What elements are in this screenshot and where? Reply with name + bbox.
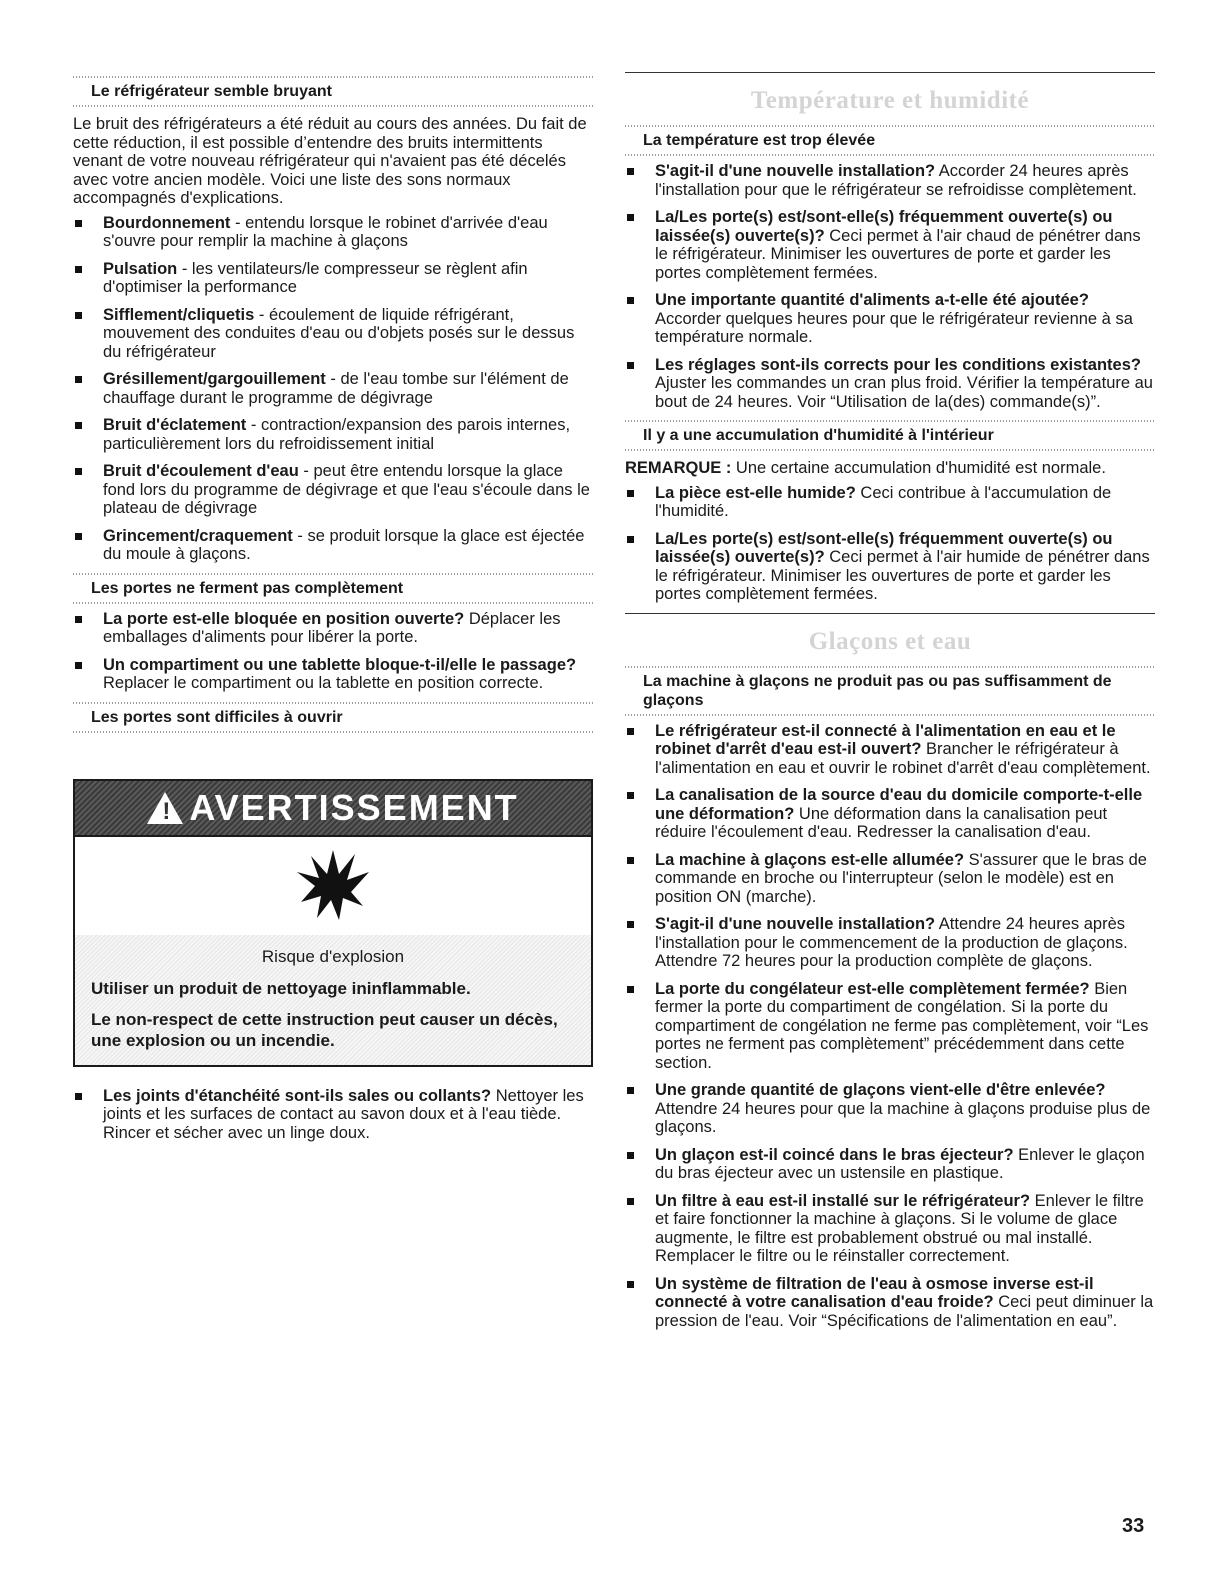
item-question: Grésillement/gargouillement xyxy=(103,370,326,388)
list-item xyxy=(625,530,1155,604)
list-item xyxy=(73,370,593,407)
item-text: Replacer le compartiment ou la tablette en position correcte. xyxy=(103,674,544,692)
icemaker-list xyxy=(625,722,1155,1331)
list-item xyxy=(73,1087,593,1143)
item-text: Enlever le glaçon du bras éjecteur avec un ustensile en plastique. xyxy=(655,1145,1145,1182)
item-text: - écoulement de liquide réfrigérant, mouvement des conduites d'eau ou d'objets posés sur le dessus du réfrigérateur xyxy=(103,305,575,361)
warning-header xyxy=(75,781,591,837)
item-text: Attendre 24 heures après l'installation pour le commencement de la production de glaçons. Attendre 72 heures pour la production complète de glaçons. xyxy=(655,915,1128,970)
list-item xyxy=(625,1081,1155,1137)
section-title-ice-water: Glaçons et eau xyxy=(625,613,1155,666)
item-question: Une grande quantité de glaçons vient-elle d'être enlevée? xyxy=(655,1081,1106,1099)
item-question: La machine à glaçons est-elle allumée? xyxy=(655,850,965,869)
list-item xyxy=(73,610,593,647)
item-text: Accorder 24 heures après l'installation pour que le réfrigérateur se refroidisse complètement. xyxy=(655,162,1137,199)
warning-risk: Risque d'explosion xyxy=(261,946,405,966)
list-item xyxy=(73,527,593,564)
explosion-icon xyxy=(75,837,591,935)
list-item xyxy=(73,462,593,518)
item-question: Bruit d'éclatement xyxy=(103,416,247,434)
page-number: 33 xyxy=(1122,1515,1145,1537)
item-text: - entendu lorsque le robinet d'arrivée d'eau s'ouvre pour remplir la machine à glaçons xyxy=(103,213,548,250)
temperature-list xyxy=(625,162,1155,411)
item-text: - se produit lorsque la glace est éjectée du moule à glaçons. xyxy=(103,526,585,563)
item-text: Une déformation dans la canalisation peut réduire l'écoulement d'eau. Redresser la canalisation d'eau. xyxy=(655,804,1108,841)
list-item xyxy=(73,260,593,297)
item-question: Bourdonnement xyxy=(103,213,231,232)
item-question: La canalisation de la source d'eau du domicile comporte-t-elle une déformation? xyxy=(655,786,1143,823)
item-text: Ceci permet à l'air humide de pénétrer dans le réfrigérateur. Minimiser les ouvertures de porte et garder les portes complètement fermées. xyxy=(655,548,1150,603)
item-question: La porte est-elle bloquée en position ouverte? xyxy=(103,609,465,628)
list-item xyxy=(625,915,1155,971)
list-item xyxy=(625,722,1155,778)
item-text: - contraction/expansion des parois internes, particulièrement lors du refroidissement initial xyxy=(103,416,571,453)
doors-list xyxy=(73,610,593,693)
humidity-list xyxy=(625,484,1155,604)
list-item xyxy=(625,162,1155,199)
list-item xyxy=(73,214,593,251)
list-item xyxy=(625,208,1155,282)
warning-triangle-icon: ! xyxy=(147,792,183,824)
item-text: Déplacer les emballages d'aliments pour libérer la porte. xyxy=(103,609,561,646)
item-text: Ceci contribue à l'accumulation de l'humidité. xyxy=(655,483,1112,520)
item-text: - peut être entendu lorsque la glace fond lors du programme de dégivrage et que l'eau s'écoule dans le plateau de dégivrage xyxy=(103,462,590,517)
item-question: S'agit-il d'une nouvelle installation? xyxy=(655,162,936,180)
list-item xyxy=(625,1192,1155,1266)
list-item xyxy=(73,306,593,362)
list-item xyxy=(625,1275,1155,1331)
warning-box xyxy=(73,779,593,1067)
noise-list xyxy=(73,214,593,564)
seals-list xyxy=(73,1087,593,1143)
intro-paragraph: Le bruit des réfrigérateurs a été réduit au cours des années. Du fait de cette réduction, il est possible d’entendre des bruits intermittents venant de votre nouveau réfrigérateur qui n'avaient pas été décelés avec votre ancien modèle. Voici une liste des sons normaux accompagnés d'explications. xyxy=(73,115,587,207)
item-text: Brancher le réfrigérateur à l'alimentation en eau et ouvrir le robinet d'arrêt d'eau complètement. xyxy=(655,740,1151,777)
item-question: Un glaçon est-il coincé dans le bras éjecteur? xyxy=(655,1145,1014,1164)
note-text: Une certaine accumulation d'humidité est normale. xyxy=(731,459,1106,477)
item-question: Une importante quantité d'aliments a-t-elle été ajoutée? xyxy=(655,291,1089,309)
item-question: Bruit d'écoulement d'eau xyxy=(103,462,299,480)
item-question: Pulsation xyxy=(103,259,178,278)
item-question: Sifflement/cliquetis xyxy=(103,305,255,324)
item-text: - les ventilateurs/le compresseur se règlent afin d'optimiser la performance xyxy=(103,259,528,296)
section-heading: La température est trop élevée xyxy=(625,125,1155,156)
item-text: Bien fermer la porte du compartiment de congélation. Si la porte du compartiment de congélation ne ferme pas complètement, voir “Les portes ne ferment pas complètement” précédemment dans cette section. xyxy=(655,979,1149,1072)
section-heading: La machine à glaçons ne produit pas ou pas suffisamment de glaçons xyxy=(625,666,1155,716)
list-item xyxy=(625,1146,1155,1183)
list-item xyxy=(73,656,593,693)
item-question: S'agit-il d'une nouvelle installation? xyxy=(655,915,936,933)
section-heading: Il y a une accumulation d'humidité à l'intérieur xyxy=(625,420,1155,451)
item-question: Un système de filtration de l'eau à osmose inverse est-il connecté à votre canalisation d'eau froide? xyxy=(655,1274,1094,1311)
list-item xyxy=(625,851,1155,907)
list-item xyxy=(625,786,1155,842)
item-text: Enlever le filtre et faire fonctionner la machine à glaçons. Si le volume de glace augmente, le filtre est probablement obstrué ou mal installé. Remplacer le filtre ou le réinstaller correctement. xyxy=(655,1191,1144,1265)
note-label: REMARQUE : xyxy=(625,459,732,477)
warning-line-1: Utiliser un produit de nettoyage ininflammable. xyxy=(91,978,471,998)
item-question: La/Les porte(s) est/sont-elle(s) fréquemment ouverte(s) ou laissée(s) ouverte(s)? xyxy=(655,208,1113,245)
left-column xyxy=(73,72,593,1151)
section-heading: Le réfrigérateur semble bruyant xyxy=(73,76,593,107)
item-question: Un filtre à eau est-il installé sur le réfrigérateur? xyxy=(655,1191,1031,1210)
warning-title: AVERTISSEMENT xyxy=(189,786,519,828)
note-paragraph xyxy=(625,459,1155,478)
item-question: Grincement/craquement xyxy=(103,526,293,545)
list-item xyxy=(625,980,1155,1073)
item-text: Ceci permet à l'air chaud de pénétrer dans le réfrigérateur. Minimiser les ouvertures de porte et garder les portes complètement fermées. xyxy=(655,226,1141,282)
section-heading: Les portes ne ferment pas complètement xyxy=(73,573,593,604)
item-question: La/Les porte(s) est/sont-elle(s) fréquemment ouverte(s) ou laissée(s) ouverte(s)? xyxy=(655,529,1113,566)
item-question: Le réfrigérateur est-il connecté à l'alimentation en eau et le robinet d'arrêt d'eau est-il ouvert? xyxy=(655,721,1116,758)
section-heading: Les portes sont difficiles à ouvrir xyxy=(73,702,593,733)
item-text: Nettoyer les joints et les surfaces de contact au savon doux et à l'eau tiède. Rincer et sécher avec un linge doux. xyxy=(103,1086,584,1142)
list-item xyxy=(625,484,1155,521)
item-text: Accorder quelques heures pour que le réfrigérateur revienne à sa température normale. xyxy=(655,309,1133,346)
list-item xyxy=(625,291,1155,347)
warning-body xyxy=(75,935,591,1065)
warning-line-2: Le non-respect de cette instruction peut causer un décès, une explosion ou un incendie. xyxy=(91,1009,558,1050)
item-text: - de l'eau tombe sur l'élément de chauffage durant le programme de dégivrage xyxy=(103,370,569,407)
item-question: Les réglages sont-ils corrects pour les conditions existantes? xyxy=(655,355,1141,374)
item-question: La pièce est-elle humide? xyxy=(655,483,856,502)
section-title-temperature: Température et humidité xyxy=(625,72,1155,125)
item-question: La porte du congélateur est-elle complètement fermée? xyxy=(655,979,1090,998)
item-text: Ceci peut diminuer la pression de l'eau. Voir “Spécifications de l'alimentation en eau”. xyxy=(655,1293,1154,1330)
item-text: Ajuster les commandes un cran plus froid. Vérifier la température au bout de 24 heures. Voir “Utilisation de la(des) commande(s)”. xyxy=(655,374,1153,411)
item-question: Un compartiment ou une tablette bloque-t-il/elle le passage? xyxy=(103,655,577,674)
list-item xyxy=(73,416,593,453)
item-text: S'assurer que le bras de commande en broche ou l'interrupteur (selon le modèle) est en position ON (marche). xyxy=(655,850,1147,906)
item-question: Les joints d'étanchéité sont-ils sales ou collants? xyxy=(103,1086,492,1105)
list-item xyxy=(625,356,1155,412)
item-text: Attendre 24 heures pour que la machine à glaçons produise plus de glaçons. xyxy=(655,1099,1151,1136)
right-column xyxy=(625,72,1155,1339)
